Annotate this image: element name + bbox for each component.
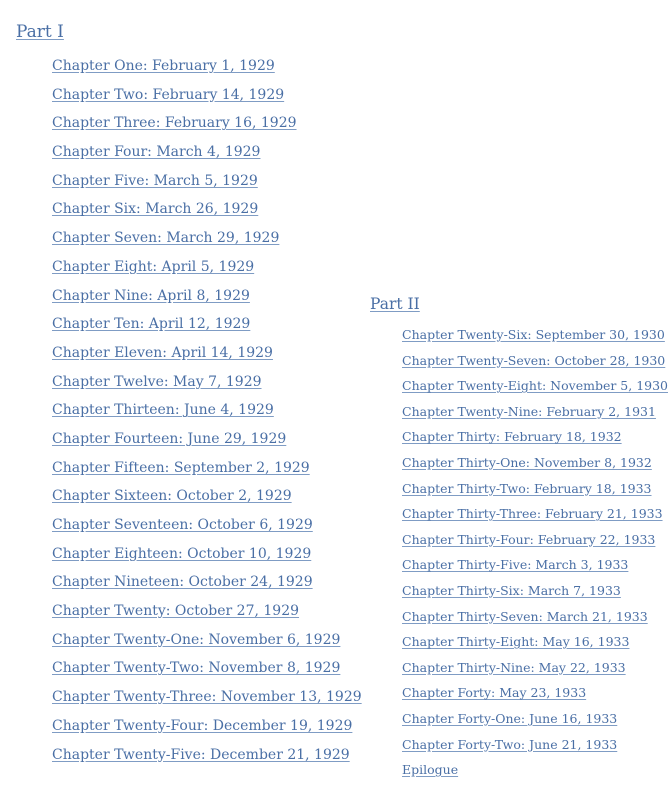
chapter-link[interactable]: Chapter Twenty-Three: November 13, 1929 xyxy=(52,689,362,706)
toc-item xyxy=(52,399,362,428)
chapter-link[interactable]: Chapter Thirteen: June 4, 1929 xyxy=(52,402,274,419)
chapter-link[interactable]: Chapter Twenty-Six: September 30, 1930 xyxy=(402,327,665,342)
toc-item xyxy=(402,376,668,402)
toc-item xyxy=(52,485,362,514)
chapter-link[interactable]: Chapter Sixteen: October 2, 1929 xyxy=(52,488,292,505)
chapter-link[interactable]: Chapter Forty-Two: June 21, 1933 xyxy=(402,736,618,752)
toc-item xyxy=(52,457,362,486)
chapter-link[interactable]: Chapter Seven: March 29, 1929 xyxy=(52,230,280,247)
chapter-link[interactable]: Chapter Thirty-Eight: May 16, 1933 xyxy=(402,634,630,650)
toc-item xyxy=(402,581,668,607)
chapter-link[interactable]: Chapter Seventeen: October 6, 1929 xyxy=(52,517,313,533)
chapter-link[interactable]: Epilogue xyxy=(402,762,459,778)
chapter-link[interactable]: Chapter Twenty: October 27, 1929 xyxy=(52,603,300,620)
part-2-link[interactable]: Part II xyxy=(370,295,420,313)
chapter-link[interactable]: Chapter Thirty-Five: March 3, 1933 xyxy=(402,557,629,573)
chapter-link[interactable]: Chapter Thirty-Six: March 7, 1933 xyxy=(402,582,621,598)
toc-item xyxy=(52,514,362,543)
chapter-link[interactable]: Chapter Forty-One: June 16, 1933 xyxy=(402,710,618,726)
chapter-link[interactable]: Chapter Twenty-Five: December 21, 1929 xyxy=(52,746,350,763)
toc-item xyxy=(52,543,362,572)
toc-item xyxy=(402,402,668,428)
toc-item xyxy=(52,371,362,400)
toc-item xyxy=(402,683,668,709)
chapter-link[interactable]: Chapter Nine: April 8, 1929 xyxy=(52,287,250,304)
chapter-link[interactable]: Chapter Nineteen: October 24, 1929 xyxy=(52,574,313,591)
toc-item xyxy=(52,285,362,314)
chapter-link[interactable]: Chapter Two: February 14, 1929 xyxy=(52,86,285,103)
toc-item xyxy=(52,84,362,113)
toc-item xyxy=(402,530,668,556)
toc-item xyxy=(402,504,668,530)
toc-item xyxy=(402,427,668,453)
chapter-link[interactable]: Chapter Forty: May 23, 1933 xyxy=(402,685,587,701)
chapter-link[interactable]: Chapter Twenty-Nine: February 2, 1931 xyxy=(402,403,656,419)
chapter-link[interactable]: Chapter Six: March 26, 1929 xyxy=(52,201,259,218)
chapter-link[interactable]: Chapter Thirty-Seven: March 21, 1933 xyxy=(402,608,648,624)
chapter-link[interactable]: Chapter Twenty-Four: December 19, 1929 xyxy=(52,717,353,734)
toc-item xyxy=(52,600,362,629)
toc-item xyxy=(402,607,668,633)
toc-item xyxy=(402,479,668,505)
chapter-link[interactable]: Chapter Thirty: February 18, 1932 xyxy=(402,429,622,445)
toc-item xyxy=(52,342,362,371)
part-1-link[interactable]: Part I xyxy=(16,22,64,42)
toc-item xyxy=(52,686,362,715)
toc-item xyxy=(52,256,362,285)
toc-item xyxy=(402,325,668,351)
toc-item xyxy=(402,760,668,786)
toc-item xyxy=(52,112,362,141)
toc-item xyxy=(52,629,362,658)
chapter-link[interactable]: Chapter Thirty-Two: February 18, 1933 xyxy=(402,480,652,496)
chapter-link[interactable]: Chapter Twenty-Seven: October 28, 1930 xyxy=(402,352,666,368)
toc-item xyxy=(52,141,362,170)
chapter-link[interactable]: Chapter Five: March 5, 1929 xyxy=(52,172,258,189)
chapter-link[interactable]: Chapter Thirty-One: November 8, 1932 xyxy=(402,454,652,470)
chapter-link[interactable]: Chapter Eleven: April 14, 1929 xyxy=(52,344,273,361)
chapter-link[interactable]: Chapter Three: February 16, 1929 xyxy=(52,115,297,132)
chapter-link[interactable]: Chapter Eighteen: October 10, 1929 xyxy=(52,545,312,562)
chapter-link[interactable]: Chapter Thirty-Nine: May 22, 1933 xyxy=(402,659,626,675)
toc-item xyxy=(52,428,362,457)
chapter-link[interactable]: Chapter Thirty-Four: February 22, 1933 xyxy=(402,531,656,547)
toc-item xyxy=(402,351,668,377)
toc-item xyxy=(402,453,668,479)
chapter-link[interactable]: Chapter Twenty-Eight: November 5, 1930 xyxy=(402,378,668,394)
chapter-link[interactable]: Chapter Twenty-Two: November 8, 1929 xyxy=(52,660,341,677)
toc-item xyxy=(402,632,668,658)
toc-item xyxy=(52,227,362,256)
part-2-chapter-list xyxy=(402,325,668,786)
toc-item xyxy=(52,715,362,744)
toc-item xyxy=(52,744,362,773)
part-1-chapter-list xyxy=(52,55,362,772)
toc-item xyxy=(52,571,362,600)
toc-item xyxy=(52,55,362,84)
chapter-link[interactable]: Chapter Fourteen: June 29, 1929 xyxy=(52,430,287,447)
chapter-link[interactable]: Chapter Twenty-One: November 6, 1929 xyxy=(52,631,341,648)
toc-item xyxy=(402,735,668,761)
chapter-link[interactable]: Chapter Twelve: May 7, 1929 xyxy=(52,373,262,390)
toc-item xyxy=(52,170,362,199)
toc-item xyxy=(402,555,668,581)
chapter-link[interactable]: Chapter Eight: April 5, 1929 xyxy=(52,258,255,275)
toc-item xyxy=(402,658,668,684)
chapter-link[interactable]: Chapter One: February 1, 1929 xyxy=(52,58,275,74)
toc-item xyxy=(52,313,362,342)
toc-item xyxy=(402,709,668,735)
toc-item xyxy=(52,657,362,686)
toc-item xyxy=(52,198,362,227)
chapter-link[interactable]: Chapter Thirty-Three: February 21, 1933 xyxy=(402,506,663,522)
chapter-link[interactable]: Chapter Ten: April 12, 1929 xyxy=(52,316,251,333)
chapter-link[interactable]: Chapter Fifteen: September 2, 1929 xyxy=(52,459,310,476)
chapter-link[interactable]: Chapter Four: March 4, 1929 xyxy=(52,144,261,161)
